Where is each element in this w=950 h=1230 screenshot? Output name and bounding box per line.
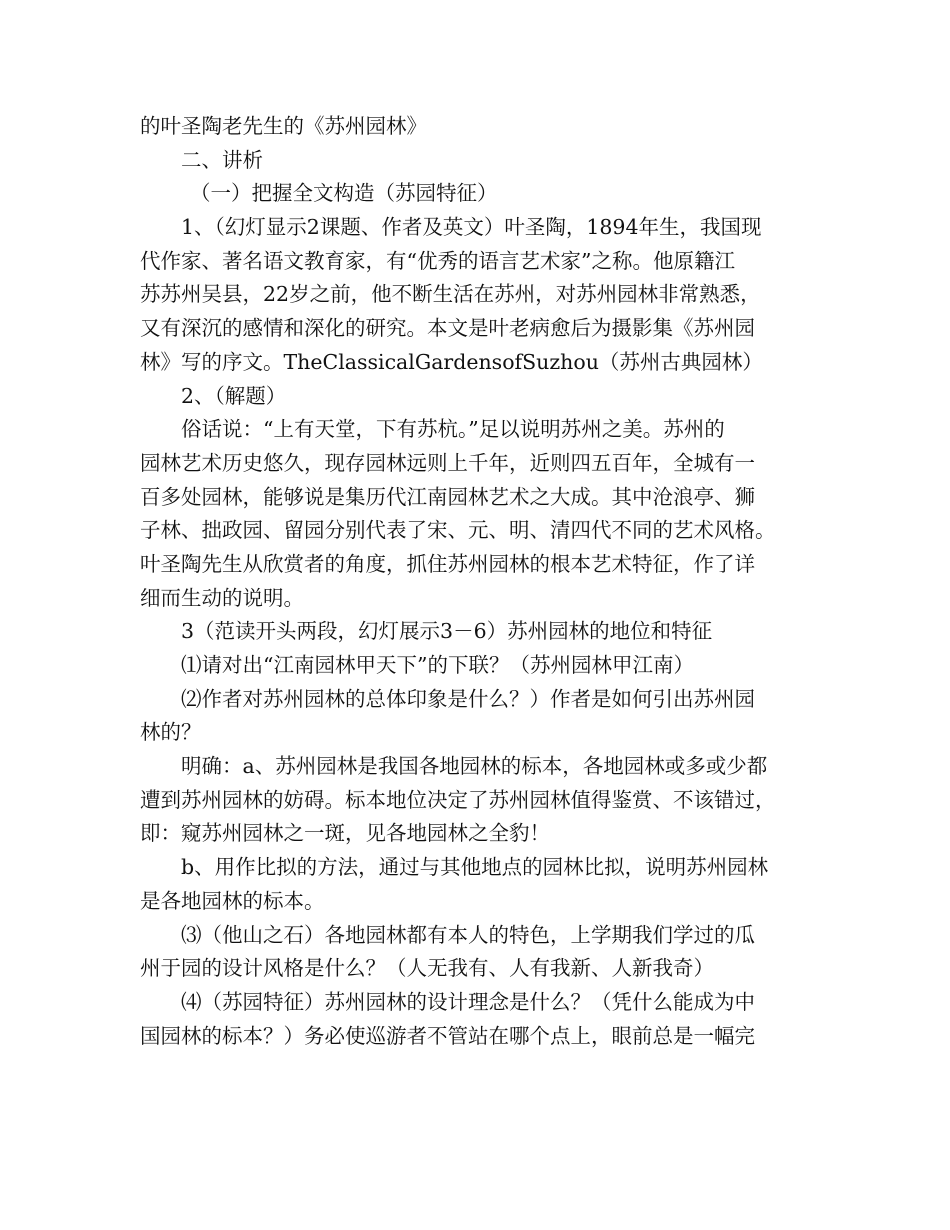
text-line: 国园林的标本？）务必使巡游者不管站在哪个点上，眼前总是一幅完 xyxy=(140,1023,755,1048)
text-line: ⑷（苏园特征）苏州园林的设计理念是什么？（凭什么能成为中 xyxy=(181,989,755,1014)
text-line: 明确：a、苏州园林是我国各地园林的标本，各地园林或多或少都 xyxy=(181,754,768,779)
text-line: ⑶（他山之石）各地园林都有本人的特色，上学期我们学过的瓜 xyxy=(181,922,755,947)
text-line: 是各地园林的标本。 xyxy=(140,888,325,913)
text-line: 代作家、著名语文教育家，有“优秀的语言艺术家”之称。他原籍江 xyxy=(140,248,735,273)
text-line: 3（范读开头两段，幻灯展示3－6）苏州园林的地位和特征 xyxy=(181,619,713,644)
text-line: 林》写的序文。TheClassicalGardensofSuzhou（苏州古典园林） xyxy=(140,349,763,374)
text-line: 又有深沉的感情和深化的研究。本文是叶老病愈后为摄影集《苏州园 xyxy=(140,316,755,341)
text-line: 二、讲析 xyxy=(181,147,263,172)
text-line: 细而生动的说明。 xyxy=(140,585,304,610)
text-line: 俗话说：“上有天堂，下有苏杭。”足以说明苏州之美。苏州的 xyxy=(181,417,725,442)
text-line: 百多处园林，能够说是集历代江南园林艺术之大成。其中沧浪亭、狮 xyxy=(140,484,755,509)
text-line: 子林、拙政园、留园分别代表了宋、元、明、清四代不同的艺术风格。 xyxy=(140,518,776,543)
text-line: 园林艺术历史悠久，现存园林远则上千年，近则四五百年，全城有一 xyxy=(140,450,755,475)
text-line: 苏苏州吴县，22岁之前，他不断生活在苏州，对苏州园林非常熟悉， xyxy=(140,282,761,307)
text-line: 叶圣陶先生从欣赏者的角度，抓住苏州园林的根本艺术特征，作了详 xyxy=(140,551,755,576)
text-line: 州于园的设计风格是什么？（人无我有、人有我新、人新我奇） xyxy=(140,956,714,981)
text-line: 林的？ xyxy=(140,720,202,745)
text-line: 遭到苏州园林的妨碍。标本地位决定了苏州园林值得鉴赏、不该错过， xyxy=(140,787,776,812)
text-line: ⑴请对出“江南园林甲天下”的下联？（苏州园林甲江南） xyxy=(181,653,694,677)
text-line: 1、（幻灯显示2课题、作者及英文）叶圣陶，1894年生，我国现 xyxy=(181,215,762,240)
text-line: 即：窥苏州园林之一斑，见各地园林之全豹！ xyxy=(140,821,550,846)
text-line: 2、（解题） xyxy=(181,383,287,408)
text-line: ⑵作者对苏州园林的总体印象是什么？）作者是如何引出苏州园 xyxy=(181,686,755,711)
section-heading: （一）把握全文构造（苏园特征） xyxy=(190,181,498,206)
text-line: b、用作比拟的方法，通过与其他地点的园林比拟，说明苏州园林 xyxy=(181,855,769,880)
text-line: 的叶圣陶老先生的《苏州园林》 xyxy=(140,114,427,138)
document-body xyxy=(140,110,830,1053)
